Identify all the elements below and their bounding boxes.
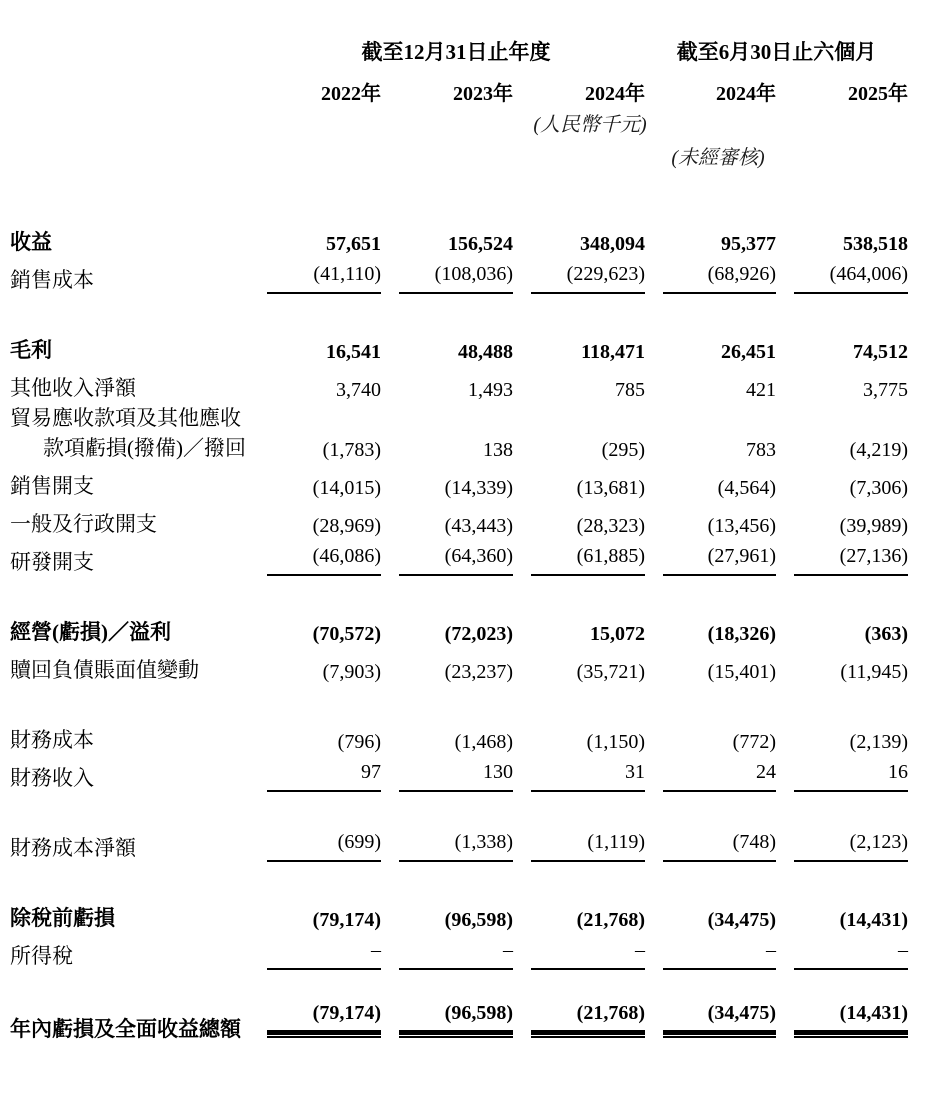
cell-value: 348,094 [580,233,645,255]
row-label: 銷售成本 [10,268,94,292]
value-cell-2024-interim [645,462,776,500]
row-label-cell [10,538,267,576]
value-cell-2023 [381,402,513,432]
income-statement-table [10,36,908,1043]
value-cell-2025-interim [776,608,908,646]
table-row [10,462,908,500]
cell-value: 95,377 [721,233,776,255]
value-cell-2024-interim [645,754,776,792]
row-label: 財務成本淨額 [10,836,136,860]
cell-value: (21,768) [576,909,645,931]
cell-value: (363) [864,623,908,645]
value-cell-2024 [513,716,645,754]
section-gap [10,294,908,326]
section-gap [10,684,908,716]
cell-value: (4,564) [717,477,776,499]
row-label: 款項虧損(撥備)／撥回 [43,436,246,460]
cell-value: 26,451 [721,341,776,363]
cell-value: (4,219) [849,439,908,461]
value-cell-2024 [513,608,645,646]
table-row [10,608,908,646]
cell-value: (79,174) [267,1002,381,1035]
value-cell-2023 [381,326,513,364]
cell-value: (18,326) [707,623,776,645]
header-body-gap [10,174,908,218]
value-cell-2023 [381,716,513,754]
table-row [10,646,908,684]
row-label-cell [10,646,267,684]
col-group-annual: 截至12月31日止年度 [361,40,551,64]
value-cell-2023 [381,538,513,576]
value-cell-2024-interim [645,500,776,538]
value-cell-2024-interim [645,932,776,970]
cell-value: (46,086) [267,545,381,576]
unaudited-note-cell [10,141,908,174]
row-label-cell [10,754,267,792]
cell-value: (70,572) [312,623,381,645]
value-cell-2024 [513,364,645,402]
cell-value: (11,945) [840,661,908,683]
value-cell-2024 [513,646,645,684]
value-cell-2024-interim [645,608,776,646]
value-cell-2025-interim [776,402,908,432]
cell-value: (229,623) [531,263,645,294]
header-group-row [10,36,908,66]
value-cell-2025-interim [776,1002,908,1043]
row-label: 年內虧損及全面收益總額 [10,1017,241,1041]
value-cell-2023 [381,364,513,402]
value-cell-2022 [267,894,381,932]
value-cell-2023 [381,932,513,970]
row-label-cell [10,608,267,646]
cell-value: (35,721) [576,661,645,683]
row-label: 貿易應收款項及其他應收 [10,406,241,430]
row-label: 所得稅 [10,944,73,968]
cell-value: 3,740 [336,379,381,401]
value-cell-2025-interim [776,824,908,862]
value-cell-2022 [267,500,381,538]
row-label-cell [10,432,267,462]
cell-value: (27,136) [794,545,908,576]
value-cell-2024 [513,218,645,256]
col-year-2023: 2023年 [453,83,513,105]
row-label: 一般及行政開支 [10,512,157,536]
value-cell-2024-interim [645,218,776,256]
table-row [10,538,908,576]
row-label: 其他收入淨額 [10,376,136,400]
value-cell-2023 [381,432,513,462]
row-label-cell [10,326,267,364]
cell-value: (108,036) [399,263,513,294]
value-cell-2023 [381,500,513,538]
value-cell-2024 [513,256,645,294]
value-cell-2022 [267,932,381,970]
cell-value: – [663,939,776,970]
row-label-cell [10,932,267,970]
table-row [10,432,908,462]
value-cell-2023 [381,894,513,932]
header-years-row [10,66,908,106]
value-cell-2024-interim [645,1002,776,1043]
cell-value: 24 [663,761,776,792]
cell-value: (1,338) [399,831,513,862]
value-cell-2024-interim [645,432,776,462]
cell-value: 130 [399,761,513,792]
cell-value: – [399,939,513,970]
table-row [10,364,908,402]
cell-value: (21,768) [531,1002,645,1035]
cell-value: (13,456) [707,515,776,537]
value-cell-2023 [381,218,513,256]
table-row [10,932,908,970]
unit-note-cell [10,106,908,141]
table-row [10,716,908,754]
cell-value: 57,651 [326,233,381,255]
row-label: 贖回負債賬面值變動 [10,658,199,682]
cell-value: – [531,939,645,970]
cell-value: (13,681) [576,477,645,499]
cell-value: (7,306) [849,477,908,499]
cell-value: (14,339) [444,477,513,499]
value-cell-2025-interim [776,894,908,932]
cell-value: (464,006) [794,263,908,294]
value-cell-2022 [267,538,381,576]
cell-value: (34,475) [663,1002,776,1035]
unaudited-note: (未經審核) [671,147,765,169]
value-cell-2024 [513,824,645,862]
cell-value: (1,783) [322,439,381,461]
cell-value: (64,360) [399,545,513,576]
value-cell-2022 [267,256,381,294]
value-cell-2024 [513,402,645,432]
row-label: 研發開支 [10,550,94,574]
cell-value: 156,524 [448,233,513,255]
value-cell-2024-interim [645,894,776,932]
value-cell-2024-interim [645,364,776,402]
cell-value: (2,139) [849,731,908,753]
value-cell-2025-interim [776,462,908,500]
cell-value: (15,401) [707,661,776,683]
cell-value: 1,493 [468,379,513,401]
table-row [10,500,908,538]
value-cell-2025-interim [776,326,908,364]
cell-value: 48,488 [458,341,513,363]
currency-unit-note: (人民幣千元) [533,114,647,136]
cell-value: 421 [746,379,776,401]
value-cell-2022 [267,608,381,646]
value-cell-2022 [267,432,381,462]
value-cell-2022 [267,326,381,364]
value-cell-2025-interim [776,256,908,294]
row-label-cell [10,500,267,538]
value-cell-2024 [513,1002,645,1043]
section-gap [10,970,908,1002]
col-year-2022: 2022年 [321,83,381,105]
value-cell-2023 [381,256,513,294]
row-label-cell [10,402,267,432]
value-cell-2022 [267,402,381,432]
col-group-interim: 截至6月30日止六個月 [676,40,877,64]
value-cell-2023 [381,1002,513,1043]
value-cell-2024-interim [645,402,776,432]
value-cell-2025-interim [776,500,908,538]
value-cell-2024-interim [645,646,776,684]
cell-value: 16 [794,761,908,792]
cell-value: (699) [267,831,381,862]
table-row [10,894,908,932]
value-cell-2025-interim [776,932,908,970]
table-row [10,218,908,256]
cell-value: (23,237) [444,661,513,683]
value-cell-2022 [267,824,381,862]
row-label: 除稅前虧損 [10,906,115,930]
cell-value: 138 [483,439,513,461]
value-cell-2022 [267,462,381,500]
cell-value: 31 [531,761,645,792]
value-cell-2024 [513,432,645,462]
value-cell-2022 [267,364,381,402]
cell-value: (28,969) [312,515,381,537]
cell-value: (72,023) [444,623,513,645]
cell-value: (772) [732,731,776,753]
cell-value: (79,174) [312,909,381,931]
cell-value: 785 [615,379,645,401]
row-label: 銷售開支 [10,474,94,498]
section-gap [10,576,908,608]
row-label: 收益 [10,230,52,254]
value-cell-2023 [381,754,513,792]
cell-value: 783 [746,439,776,461]
value-cell-2024 [513,538,645,576]
table-body [10,218,908,1043]
value-cell-2024 [513,500,645,538]
value-cell-2023 [381,646,513,684]
value-cell-2022 [267,218,381,256]
value-cell-2024 [513,754,645,792]
section-gap [10,792,908,824]
section-gap [10,862,908,894]
value-cell-2024-interim [645,716,776,754]
cell-value: (1,119) [531,831,645,862]
value-cell-2022 [267,716,381,754]
cell-value: 74,512 [853,341,908,363]
cell-value: (796) [337,731,381,753]
header-unit-row [10,106,908,141]
cell-value: (748) [663,831,776,862]
table-row [10,256,908,294]
col-year-2025-interim: 2025年 [848,83,908,105]
value-cell-2024 [513,894,645,932]
value-cell-2022 [267,754,381,792]
cell-value: (14,431) [839,909,908,931]
value-cell-2022 [267,1002,381,1043]
header-label-spacer [10,66,267,106]
value-cell-2025-interim [776,538,908,576]
value-cell-2024 [513,326,645,364]
value-cell-2024 [513,462,645,500]
row-label-cell [10,824,267,862]
cell-value: (34,475) [707,909,776,931]
header-label-spacer [10,36,267,66]
value-cell-2024-interim [645,256,776,294]
value-cell-2022 [267,646,381,684]
cell-value: 118,471 [581,341,645,363]
cell-value: 97 [267,761,381,792]
cell-value: (96,598) [399,1002,513,1035]
value-cell-2024-interim [645,824,776,862]
cell-value: (295) [601,439,645,461]
row-label: 財務成本 [10,728,94,752]
cell-value: (27,961) [663,545,776,576]
cell-value: (39,989) [839,515,908,537]
col-year-2024-interim: 2024年 [716,83,776,105]
cell-value: (14,431) [794,1002,908,1035]
row-label-cell [10,894,267,932]
value-cell-2023 [381,824,513,862]
value-cell-2025-interim [776,218,908,256]
row-label: 財務收入 [10,766,94,790]
table-header [10,36,908,218]
table-row [10,824,908,862]
cell-value: – [267,939,381,970]
table-row [10,1002,908,1043]
row-label-cell [10,716,267,754]
cell-value: 538,518 [843,233,908,255]
cell-value: (1,150) [586,731,645,753]
cell-value: – [794,939,908,970]
row-label: 毛利 [10,338,52,362]
value-cell-2025-interim [776,754,908,792]
row-label: 經營(虧損)／溢利 [10,620,171,644]
cell-value: (96,598) [444,909,513,931]
cell-value: (41,110) [267,263,381,294]
cell-value: (1,468) [454,731,513,753]
row-label-cell [10,364,267,402]
header-unaudited-row [10,141,908,174]
cell-value: (28,323) [576,515,645,537]
cell-value: (61,885) [531,545,645,576]
value-cell-2025-interim [776,716,908,754]
cell-value: 15,072 [590,623,645,645]
table-row [10,402,908,432]
row-label-cell [10,218,267,256]
value-cell-2025-interim [776,364,908,402]
cell-value: 3,775 [863,379,908,401]
value-cell-2025-interim [776,432,908,462]
cell-value: (2,123) [794,831,908,862]
col-year-2024: 2024年 [585,83,645,105]
row-label-cell [10,256,267,294]
value-cell-2024-interim [645,326,776,364]
cell-value: (14,015) [312,477,381,499]
value-cell-2023 [381,608,513,646]
table-row [10,326,908,364]
row-label-cell [10,462,267,500]
cell-value: (68,926) [663,263,776,294]
value-cell-2024-interim [645,538,776,576]
row-label-cell [10,1002,267,1043]
table-row [10,754,908,792]
cell-value: (7,903) [322,661,381,683]
cell-value: 16,541 [326,341,381,363]
value-cell-2025-interim [776,646,908,684]
value-cell-2024 [513,932,645,970]
value-cell-2023 [381,462,513,500]
cell-value: (43,443) [444,515,513,537]
